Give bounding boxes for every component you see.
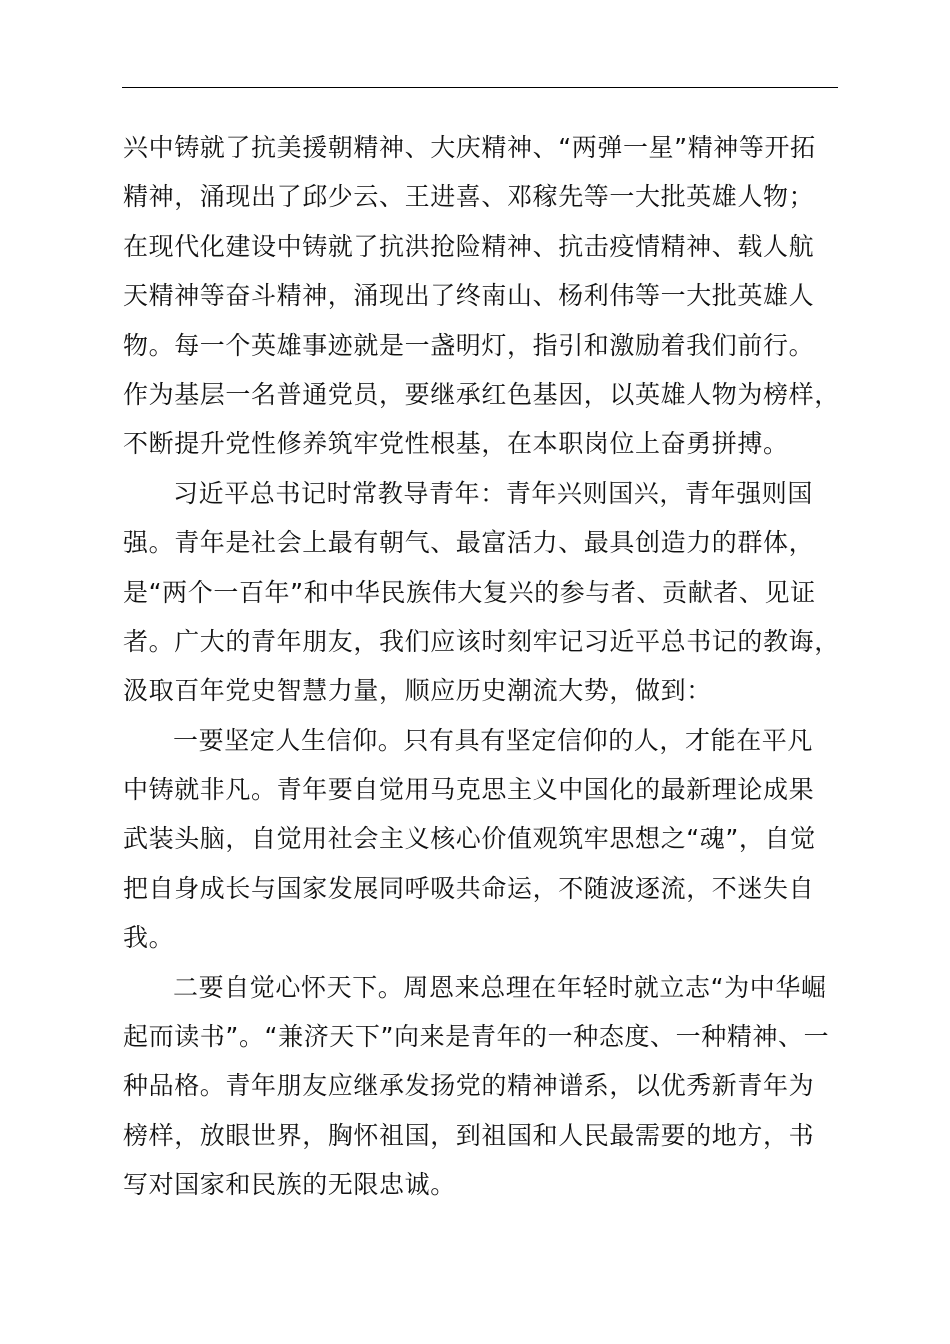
paragraph-start-line: 习近平总书记时常教导青年：青年兴则国兴，青年强则国 [173, 478, 814, 508]
paragraph-start-line: 二要自觉心怀天下。周恩来总理在年轻时就立志“为中华崛 [173, 972, 827, 1002]
text-line: 起而读书”。“兼济天下”向来是青年的一种态度、一种精神、一 [123, 1022, 830, 1052]
text-line: 不断提升党性修养筑牢党性根基，在本职岗位上奋勇拼搏。 [123, 429, 789, 459]
body-text [123, 123, 855, 1210]
text-line: 精神，涌现出了邱少云、王进喜、邓稼先等一大批英雄人物； [123, 182, 815, 212]
text-line: 作为基层一名普通党员，要继承红色基因，以英雄人物为榜样， [123, 379, 840, 409]
text-line: 中铸就非凡。青年要自觉用马克思主义中国化的最新理论成果 [123, 775, 815, 805]
header-rule [122, 87, 838, 88]
text-line: 我。 [123, 923, 175, 953]
text-line: 兴中铸就了抗美援朝精神、大庆精神、“两弹一星”精神等开拓 [123, 133, 816, 162]
text-line: 写对国家和民族的无限忠诚。 [123, 1170, 456, 1200]
text-line: 在现代化建设中铸就了抗洪抢险精神、抗击疫情精神、载人航 [123, 231, 815, 261]
text-line: 把自身成长与国家发展同呼吸共命运，不随波逐流，不迷失自 [123, 873, 815, 903]
text-line: 是“两个一百年”和中华民族伟大复兴的参与者、贡献者、见证 [123, 577, 816, 607]
text-line: 物。每一个英雄事迹就是一盏明灯，指引和激励着我们前行。 [123, 330, 815, 360]
text-line: 者。广大的青年朋友，我们应该时刻牢记习近平总书记的教诲， [123, 626, 840, 656]
text-line: 榜样，放眼世界，胸怀祖国，到祖国和人民最需要的地方，书 [123, 1120, 815, 1150]
paragraph-start-line: 一要坚定人生信仰。只有具有坚定信仰的人，才能在平凡 [173, 725, 814, 755]
text-line: 武装头脑，自觉用社会主义核心价值观筑牢思想之“魂”，自觉 [123, 824, 816, 854]
text-line: 汲取百年党史智慧力量，顺应历史潮流大势，做到： [123, 676, 712, 706]
text-line: 种品格。青年朋友应继承发扬党的精神谱系，以优秀新青年为 [123, 1071, 815, 1101]
text-line: 天精神等奋斗精神，涌现出了终南山、杨利伟等一大批英雄人 [123, 281, 815, 311]
text-line: 强。青年是社会上最有朝气、最富活力、最具创造力的群体， [123, 528, 815, 558]
